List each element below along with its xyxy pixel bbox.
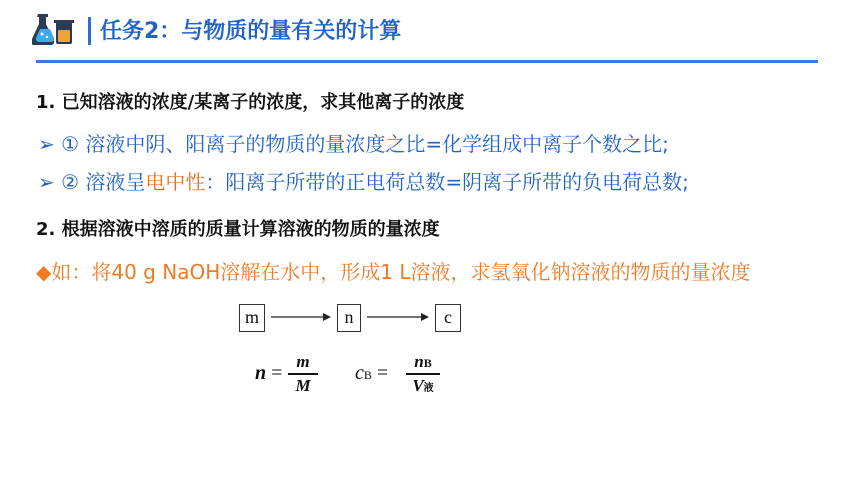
formula1-lhs: n = [255, 362, 283, 384]
bullet2-prefix: ➢ ② 溶液呈 [38, 170, 146, 194]
title-divider [88, 17, 91, 45]
flow-arrow-2 [365, 310, 431, 324]
flow-box-concentration: c [435, 304, 461, 332]
formula1-fraction [288, 352, 318, 396]
formulas [250, 350, 470, 400]
flow-box-mass: m [239, 304, 265, 332]
flow-box-amount: n [337, 304, 361, 332]
formula2-fraction [406, 352, 440, 396]
section1-bullet-2 [38, 166, 689, 195]
section2-example: ◆如：将40 g NaOH溶解在水中，形成1 L溶液，求氢氧化钠溶液的物质的量浓度 [36, 260, 751, 284]
formula2-numerator: nB [414, 352, 432, 371]
section2-heading: 2. 根据溶液中溶质的质量计算溶液的物质的量浓度 [36, 219, 440, 240]
header-rule [36, 60, 818, 63]
fraction-bar [406, 373, 440, 375]
formula2-denominator: V液 [412, 375, 434, 395]
formula2-lhs: cB = [355, 362, 389, 384]
flask-beaker-icon [32, 10, 78, 50]
slide-header [0, 0, 860, 64]
formula1-denominator: M [295, 375, 311, 395]
bullet2-highlight: 电中性 [145, 170, 206, 194]
section1-heading: 1. 已知溶液的浓度/某离子的浓度，求其他离子的浓度 [36, 92, 465, 113]
section1-bullet-1: ➢ ① 溶液中阴、阳离子的物质的量浓度之比=化学组成中离子个数之比; [38, 132, 669, 156]
flow-arrow-1 [269, 310, 333, 324]
page-title: 任务2：与物质的量有关的计算 [100, 19, 402, 44]
bullet2-suffix: ：阳离子所带的正电荷总数=阴离子所带的负电荷总数; [205, 170, 689, 194]
formula1-numerator: m [296, 352, 310, 371]
fraction-bar [288, 373, 318, 375]
conversion-flow [239, 304, 469, 334]
